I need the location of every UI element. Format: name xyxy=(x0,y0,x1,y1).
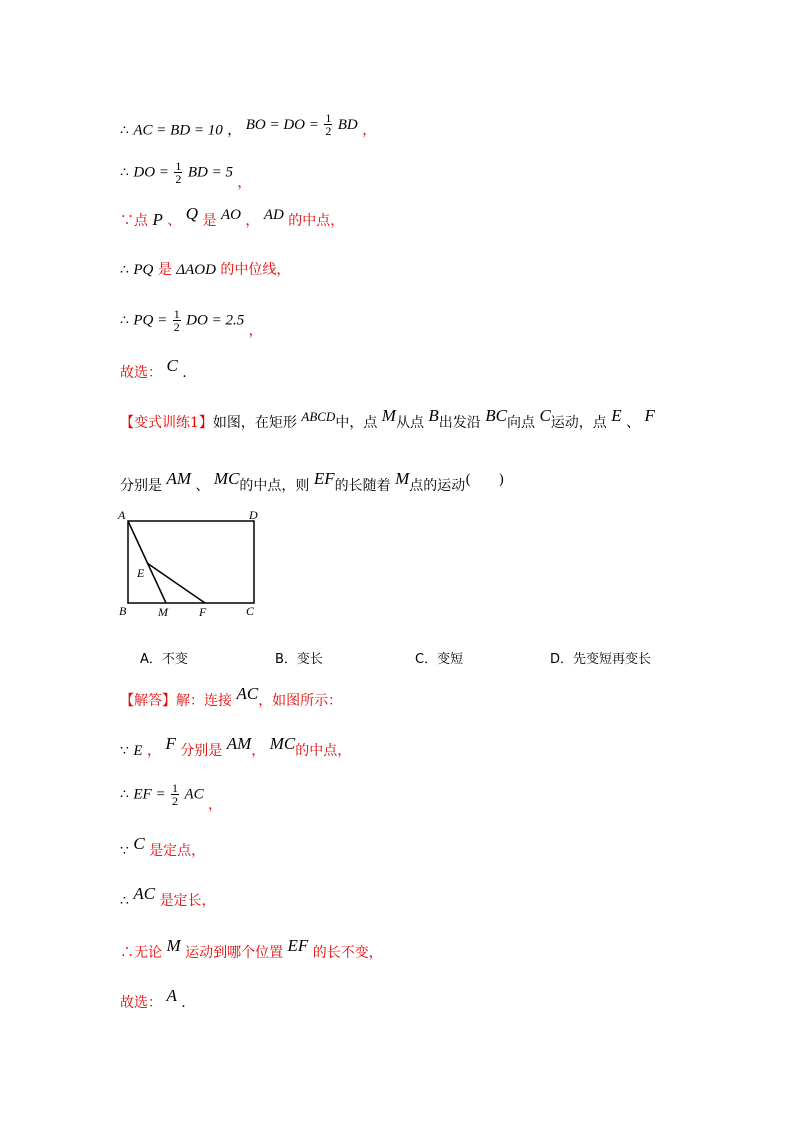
rectangle-figure xyxy=(110,505,280,620)
label-c: C xyxy=(246,604,255,618)
answer-line-1: 故选： C . xyxy=(120,356,187,381)
label-m: M xyxy=(158,605,168,619)
segment-ad: AD xyxy=(263,207,284,223)
point-q: Q xyxy=(185,204,199,223)
solution-step-5: ∴无论 M 运动到哪个位置 EF 的长不变， xyxy=(120,936,383,961)
equation-left: DO = xyxy=(133,164,169,181)
answer-choice: A xyxy=(166,986,177,1005)
equation-ac-bd: AC = BD = 10 xyxy=(133,122,223,139)
problem-tag: 【变式训练1】 xyxy=(120,415,213,431)
answer-choice: C xyxy=(166,356,178,375)
fraction-half: $\frac{1}{2}$ xyxy=(172,781,179,808)
equation-right: BD = 5 xyxy=(187,164,233,181)
problem-line-2: 分别是 AM 、 MC的中点，则 EF的长随着 M点的运动( ) xyxy=(120,469,505,494)
label-b: B xyxy=(119,604,127,618)
solution-step-4: ∴ AC 是定长， xyxy=(120,884,216,909)
option-c[interactable]: C．变短 xyxy=(415,652,464,667)
answer-line-2: 故选： A . xyxy=(120,986,186,1011)
label-e: E xyxy=(137,566,145,580)
step-5-line: ∴ PQ = $\frac{1}{2}$ DO = 2.5 ， xyxy=(120,307,263,339)
comma: ， xyxy=(362,122,377,139)
solution-step-1: ∵ E ， F 分别是 AM， MC的中点， xyxy=(120,734,352,759)
therefore-symbol: ∴ xyxy=(120,122,129,139)
comma: ， xyxy=(237,174,252,191)
fraction-half: $\frac{1}{2}$ xyxy=(175,159,182,186)
point-p: P xyxy=(152,210,163,229)
segment-ao: AO xyxy=(220,207,241,223)
fraction-half: $\frac{1}{2}$ xyxy=(325,111,332,138)
step-2-line xyxy=(120,159,252,191)
option-b[interactable]: B．变长 xyxy=(275,652,323,667)
segment-ef xyxy=(147,563,205,603)
step-4-line: ∴ PQ 是 ΔAOD 的中位线， xyxy=(120,262,291,278)
label-d: D xyxy=(249,508,258,522)
label-a: A xyxy=(118,508,126,522)
step-1-line xyxy=(120,111,377,143)
fraction-half: $\frac{1}{2}$ xyxy=(173,307,180,334)
solution-header: 【解答】解：连接 AC，如图所示： xyxy=(120,684,343,709)
option-d[interactable]: D．先变短再变长 xyxy=(550,652,652,667)
segment-am xyxy=(128,521,166,603)
equation-bo-do-left: BO = DO = xyxy=(245,116,319,133)
problem-line-1: 【变式训练1】如图，在矩形 ABCD中，点 M从点 B出发沿 BC向点 C运动，点 E 、 F xyxy=(120,406,655,431)
comma: ， xyxy=(227,122,242,139)
solution-step-3: ∵ C 是定点， xyxy=(120,834,206,859)
solution-tag: 【解答】 xyxy=(120,693,176,709)
therefore-symbol: ∴ xyxy=(120,164,129,181)
label-f: F xyxy=(199,605,207,619)
equation-bo-do-right: BD xyxy=(337,116,358,133)
segment-pq: PQ xyxy=(133,262,154,278)
step-3-line: ∵点 P 、 Q 是 AO ， AD 的中点， xyxy=(120,204,345,229)
solution-step-2: ∴ EF = $\frac{1}{2}$ AC ， xyxy=(120,781,223,813)
option-a[interactable]: A．不变 xyxy=(140,652,188,667)
triangle-aod: ΔAOD xyxy=(176,262,216,278)
